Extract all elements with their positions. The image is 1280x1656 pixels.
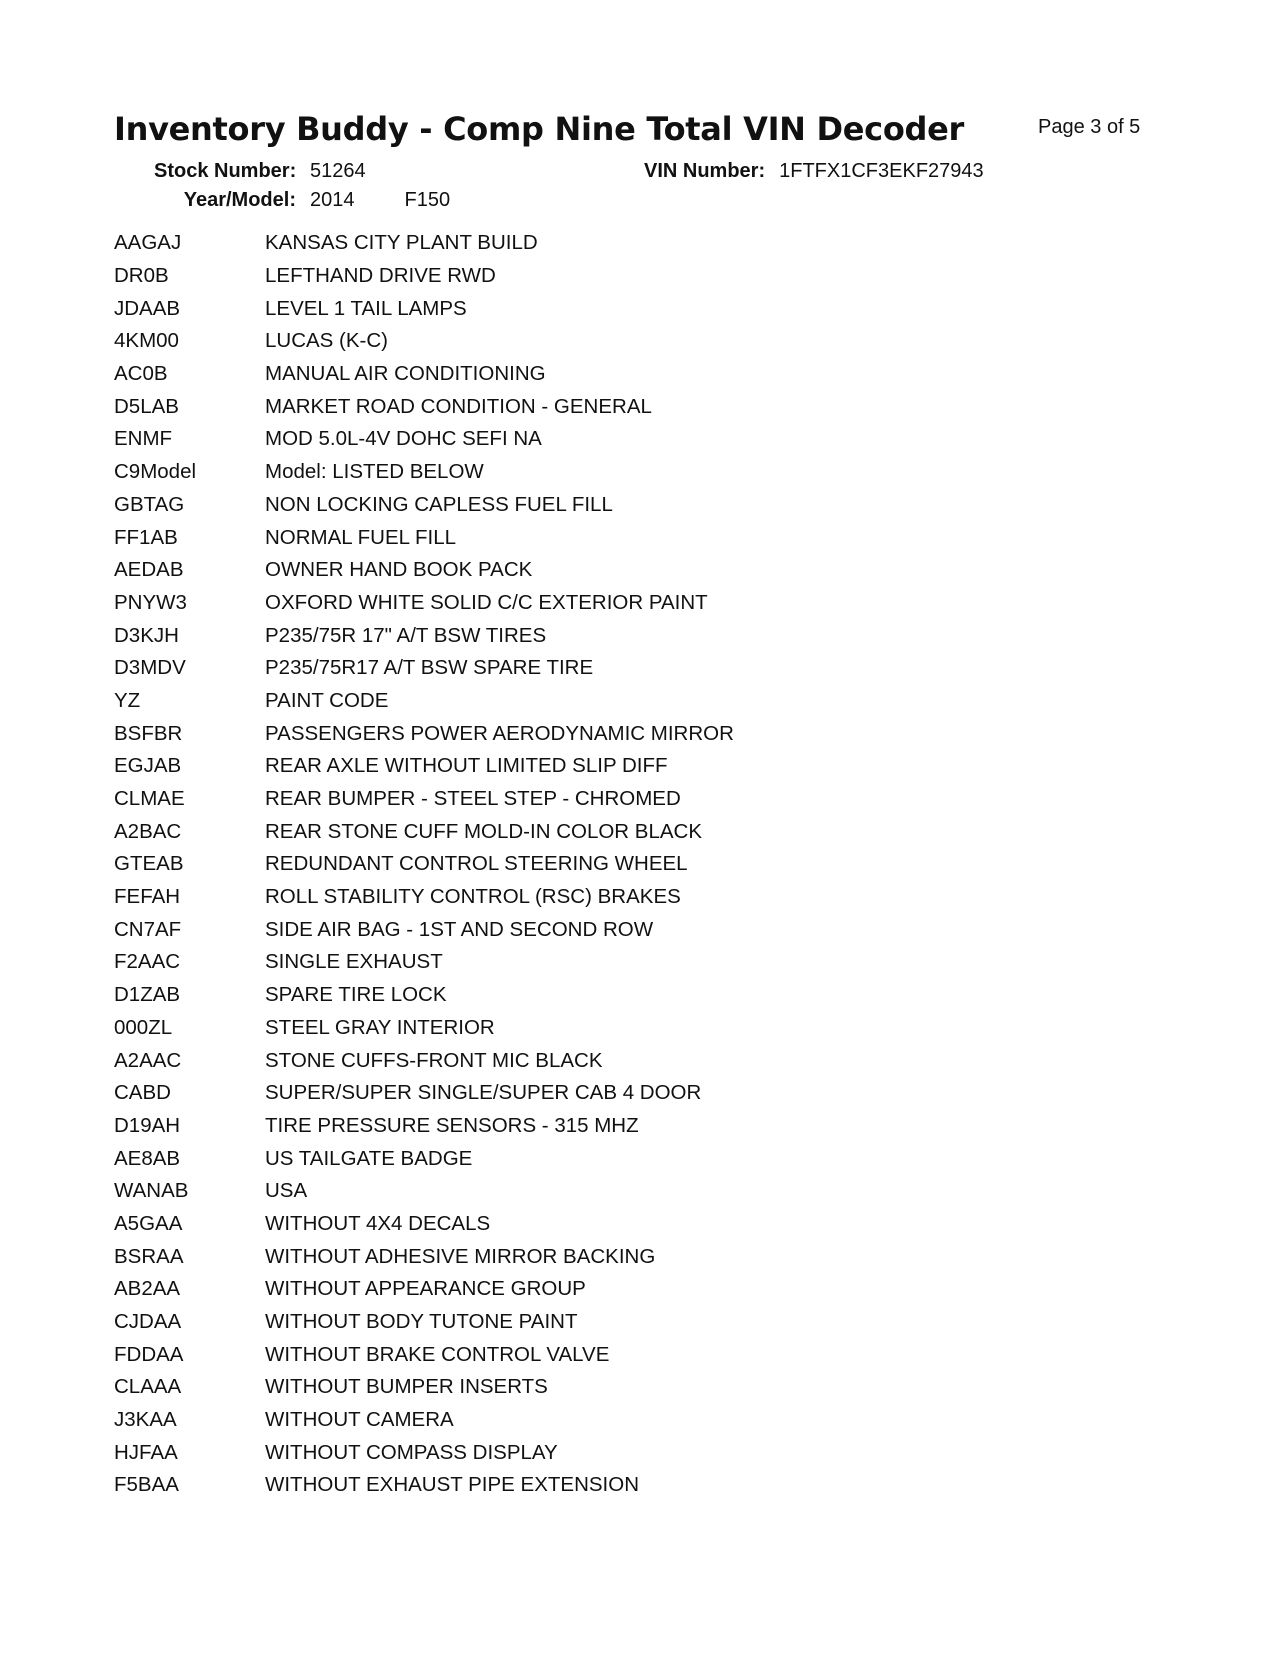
option-code: HJFAA [114,1440,178,1464]
option-description: WITHOUT CAMERA [265,1408,454,1432]
option-code: AC0B [114,362,168,386]
option-code: GBTAG [114,492,185,516]
option-description: WITHOUT EXHAUST PIPE EXTENSION [265,1473,639,1497]
option-code: DR0B [114,264,169,288]
model-value: F150 [404,189,451,211]
option-description: MOD 5.0L-4V DOHC SEFI NA [265,427,542,451]
list-item [114,1175,1014,1208]
option-code: YZ [114,688,141,712]
option-code: CLAAA [114,1375,182,1399]
option-code: PNYW3 [114,590,187,614]
option-description: WITHOUT 4X4 DECALS [265,1211,491,1235]
list-item [114,848,1014,881]
document-title: Inventory Buddy - Comp Nine Total VIN Decoder [114,110,965,148]
list-item [114,325,1014,358]
list-item [114,1404,1014,1437]
option-code: FDDAA [114,1342,184,1366]
option-description: WITHOUT ADHESIVE MIRROR BACKING [265,1244,656,1268]
list-item [114,227,1014,260]
option-code: CLMAE [114,787,185,811]
list-item [114,521,1014,554]
option-description: Model: LISTED BELOW [265,460,484,484]
option-description: SPARE TIRE LOCK [265,983,447,1007]
list-item [114,946,1014,979]
option-description: TIRE PRESSURE SENSORS - 315 MHZ [265,1113,639,1137]
option-description: REDUNDANT CONTROL STEERING WHEEL [265,852,688,876]
option-code: F5BAA [114,1473,179,1497]
option-code: 4KM00 [114,329,179,353]
option-description: MARKET ROAD CONDITION - GENERAL [265,394,652,418]
list-item [114,358,1014,391]
option-code: ENMF [114,427,173,451]
option-code: JDAAB [114,296,181,320]
option-description: SINGLE EXHAUST [265,950,443,974]
stock-number-line [154,160,366,183]
stock-number-value: 51264 [310,160,366,182]
option-code: F2AAC [114,950,181,974]
option-description: LEFTHAND DRIVE RWD [265,264,496,288]
list-item [114,881,1014,914]
list-item [114,554,1014,587]
option-code: C9Model [114,460,197,484]
option-code: BSRAA [114,1244,184,1268]
option-code: A5GAA [114,1211,183,1235]
option-description: LEVEL 1 TAIL LAMPS [265,296,467,320]
option-description: STEEL GRAY INTERIOR [265,1015,495,1039]
option-code: D3MDV [114,656,186,680]
option-code: D5LAB [114,394,179,418]
option-code: D1ZAB [114,983,181,1007]
option-description: SIDE AIR BAG - 1ST AND SECOND ROW [265,917,654,941]
list-item [114,652,1014,685]
page-number: Page 3 of 5 [1038,116,1141,138]
stock-number-label: Stock Number: [154,160,297,182]
option-description: NORMAL FUEL FILL [265,525,456,549]
year-model-line [154,189,450,212]
option-description: P235/75R 17" A/T BSW TIRES [265,623,547,647]
list-item [114,456,1014,489]
option-code-list [114,227,1014,1502]
vin-number-label: VIN Number: [644,160,766,182]
year-model-label: Year/Model: [183,189,296,211]
option-description: WITHOUT BUMPER INSERTS [265,1375,548,1399]
vin-number-value: 1FTFX1CF3EKF27943 [779,160,984,182]
option-description: OWNER HAND BOOK PACK [265,558,533,582]
vin-number-line [644,160,984,183]
option-description: WITHOUT APPEARANCE GROUP [265,1277,586,1301]
list-item [114,1469,1014,1502]
option-description: USA [265,1179,308,1203]
list-item [114,1142,1014,1175]
list-item [114,489,1014,522]
option-description: REAR AXLE WITHOUT LIMITED SLIP DIFF [265,754,668,778]
option-description: STONE CUFFS-FRONT MIC BLACK [265,1048,603,1072]
option-description: ROLL STABILITY CONTROL (RSC) BRAKES [265,885,681,909]
option-code: BSFBR [114,721,183,745]
list-item [114,750,1014,783]
option-code: WANAB [114,1179,189,1203]
option-code: D3KJH [114,623,179,647]
option-description: OXFORD WHITE SOLID C/C EXTERIOR PAINT [265,590,708,614]
option-code: 000ZL [114,1015,173,1039]
option-code: A2BAC [114,819,182,843]
option-code: J3KAA [114,1408,177,1432]
list-item [114,1273,1014,1306]
list-item [114,979,1014,1012]
list-item [114,783,1014,816]
list-item [114,390,1014,423]
option-description: P235/75R17 A/T BSW SPARE TIRE [265,656,594,680]
list-item [114,260,1014,293]
option-description: LUCAS (K-C) [265,329,389,353]
list-item [114,423,1014,456]
list-item [114,717,1014,750]
year-value: 2014 [310,189,355,211]
option-description: SUPER/SUPER SINGLE/SUPER CAB 4 DOOR [265,1081,702,1105]
list-item [114,1110,1014,1143]
option-description: REAR STONE CUFF MOLD-IN COLOR BLACK [265,819,703,843]
list-item [114,1012,1014,1045]
option-description: WITHOUT COMPASS DISPLAY [265,1440,558,1464]
list-item [114,685,1014,718]
option-code: AEDAB [114,558,184,582]
option-code: EGJAB [114,754,182,778]
list-item [114,913,1014,946]
option-description: US TAILGATE BADGE [265,1146,473,1170]
list-item [114,292,1014,325]
option-code: FF1AB [114,525,178,549]
list-item [114,1208,1014,1241]
option-code: GTEAB [114,852,184,876]
option-description: REAR BUMPER - STEEL STEP - CHROMED [265,787,681,811]
option-code: CJDAA [114,1310,182,1334]
option-description: KANSAS CITY PLANT BUILD [265,231,538,255]
option-description: PASSENGERS POWER AERODYNAMIC MIRROR [265,721,734,745]
option-code: AB2AA [114,1277,181,1301]
list-item [114,1436,1014,1469]
option-description: MANUAL AIR CONDITIONING [265,362,546,386]
option-description: WITHOUT BRAKE CONTROL VALVE [265,1342,610,1366]
option-code: CN7AF [114,917,182,941]
list-item [114,1371,1014,1404]
list-item [114,587,1014,620]
option-description: PAINT CODE [265,688,389,712]
option-code: CABD [114,1081,171,1105]
option-code: FEFAH [114,885,181,909]
list-item [114,1044,1014,1077]
option-description: WITHOUT BODY TUTONE PAINT [265,1310,578,1334]
option-code: AAGAJ [114,231,182,255]
list-item [114,1306,1014,1339]
list-item [114,1338,1014,1371]
list-item [114,619,1014,652]
list-item [114,815,1014,848]
option-description: NON LOCKING CAPLESS FUEL FILL [265,492,613,516]
list-item [114,1077,1014,1110]
list-item [114,1240,1014,1273]
option-code: AE8AB [114,1146,181,1170]
option-code: A2AAC [114,1048,182,1072]
option-code: D19AH [114,1113,181,1137]
